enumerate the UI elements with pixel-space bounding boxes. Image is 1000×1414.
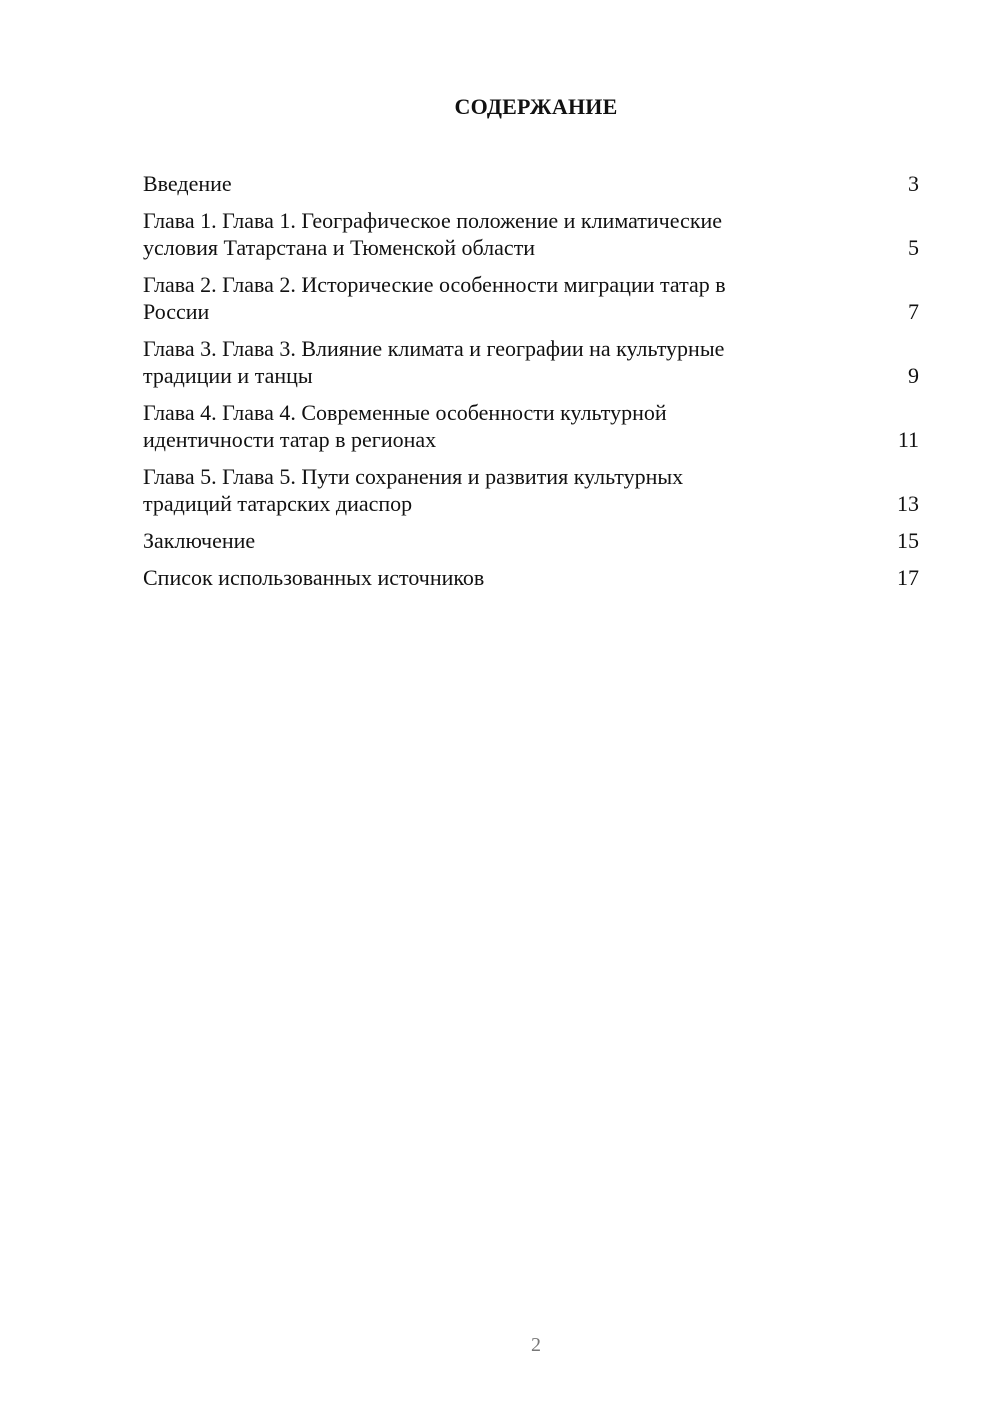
toc-entry-chapter-1: [143, 207, 919, 261]
toc-entry-chapter-5: [143, 463, 919, 517]
toc-entry-title: Список использованных источников: [143, 565, 485, 590]
toc-entry-page: 15: [897, 528, 919, 553]
toc-entry-page: 3: [908, 171, 919, 196]
toc-entry-title: Глава 5. Глава 5. Пути сохранения и развития культурных традиций татарских диаспор: [143, 464, 684, 516]
toc-entry-title: Глава 2. Глава 2. Исторические особенности миграции татар в России: [143, 272, 726, 324]
toc-entry-chapter-4: [143, 399, 919, 453]
toc-entry-references: [143, 564, 919, 591]
toc-entry-chapter-3: [143, 335, 919, 389]
page-number: 2: [531, 1334, 541, 1356]
toc-entry-page: 5: [908, 235, 919, 260]
toc-entry-title: Глава 4. Глава 4. Современные особенности культурной идентичности татар в регионах: [143, 400, 667, 452]
toc-entry-title: Глава 1. Глава 1. Географическое положение и климатические условия Татарстана и Тюменской области: [143, 208, 723, 260]
toc-entry-page: 13: [897, 491, 919, 516]
toc-entry-page: 9: [908, 363, 919, 388]
toc-entry-page: 11: [897, 427, 919, 452]
toc-entry-title: Введение: [143, 171, 232, 196]
toc-entry-introduction: [143, 170, 919, 197]
toc-entry-title: Глава 3. Глава 3. Влияние климата и географии на культурные традиции и танцы: [143, 336, 725, 388]
toc-entry-page: 17: [897, 565, 919, 590]
page-title: СОДЕРЖАНИЕ: [454, 94, 618, 119]
toc-entry-page: 7: [908, 299, 919, 324]
toc-entry-conclusion: [143, 527, 919, 554]
toc-entry-chapter-2: [143, 271, 919, 325]
table-of-contents: [143, 170, 919, 601]
toc-entry-title: Заключение: [143, 528, 256, 553]
